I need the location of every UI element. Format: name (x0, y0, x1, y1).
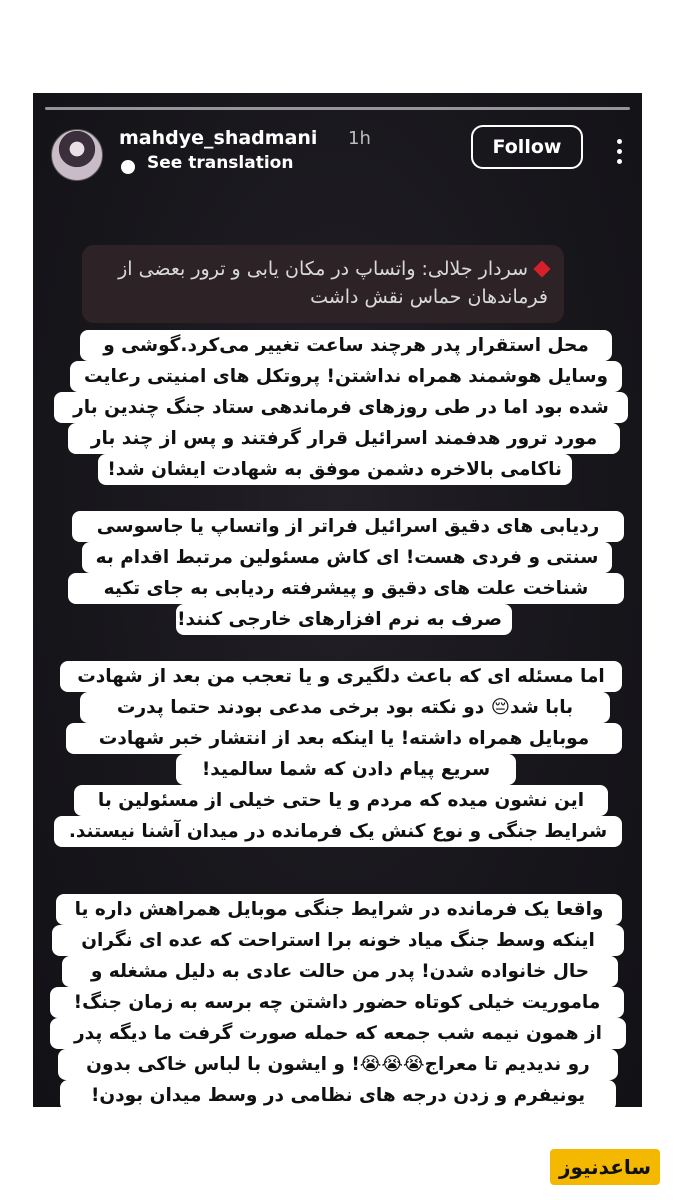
story-viewer (33, 93, 642, 1107)
text-line: ماموریت خیلی کوتاه حضور داشتن چه برسه به زمان جنگ! (50, 987, 624, 1018)
text-line: اینکه وسط جنگ میاد خونه برا استراحت که عده ای نگران (52, 925, 624, 956)
story-header (51, 129, 624, 179)
text-line: رو ندیدیم تا معراج😭😭😭! و ایشون با لباس خاکی بدون (58, 1049, 618, 1080)
text-line: از همون نیمه شب جمعه که حمله صورت گرفت ما دیگه پدر (50, 1018, 626, 1049)
follow-button[interactable]: Follow (471, 125, 583, 169)
story-progress-bar (45, 107, 630, 110)
quote-text: سردار جلالی: واتساپ در مکان یابی و ترور بعضی از فرماندهان حماس نقش داشت (118, 258, 548, 308)
more-options-icon[interactable] (617, 139, 623, 169)
text-line: مورد ترور هدفمند اسرائیل قرار گرفتند و پس از چند بار (68, 423, 620, 454)
username[interactable]: mahdye_shadmani (119, 127, 318, 149)
text-line: ناکامی بالاخره دشمن موفق به شهادت ایشان شد! (98, 454, 572, 485)
text-line: شناخت علت های دقیق و پیشرفته ردیابی به جای تکیه (68, 573, 624, 604)
text-line: ردیابی های دقیق اسرائیل فراتر از واتساپ یا جاسوسی (72, 511, 624, 542)
quoted-headline (82, 245, 564, 323)
text-line: صرف به نرم افزارهای خارجی کنند! (176, 604, 512, 635)
text-line: سنتی و فردی هست! ای کاش مسئولین مرتبط اقدام به (82, 542, 612, 573)
watermark-logo: ساعدنیوز (550, 1149, 660, 1185)
see-translation-link[interactable]: See translation (147, 153, 294, 173)
text-line: محل استقرار پدر هرچند ساعت تغییر می‌کرد.گوشی و (80, 330, 612, 361)
text-line: بابا شد😔 دو نکته بود برخی مدعی بودند حتما پدرت (80, 692, 610, 723)
post-time: 1h (348, 128, 371, 149)
red-diamond-icon (534, 261, 551, 278)
text-line: موبایل همراه داشته! یا اینکه بعد از انتشار خبر شهادت (66, 723, 622, 754)
text-line: یونیفرم و زدن درجه های نظامی در وسط میدان بودن! (60, 1080, 616, 1107)
text-line: شده بود اما در طی روزهای فرماندهی ستاد جنگ چندین بار (54, 392, 628, 423)
text-line: وسایل هوشمند همراه نداشتن! پروتکل های امنیتی رعایت (70, 361, 622, 392)
text-line: سریع پیام دادن که شما سالمید! (176, 754, 516, 785)
text-line: شرایط جنگی و نوع کنش یک فرمانده در میدان آشنا نیستند. (54, 816, 622, 847)
text-line: اما مسئله ای که باعث دلگیری و یا تعجب من بعد از شهادت (60, 661, 622, 692)
text-line: واقعا یک فرمانده در شرایط جنگی موبایل همراهش داره یا (56, 894, 622, 925)
translate-icon (121, 160, 135, 174)
text-line: حال خانواده شدن! پدر من حالت عادی به دلیل مشغله و (62, 956, 618, 987)
avatar[interactable] (51, 129, 103, 181)
text-line: این نشون میده که مردم و یا حتی خیلی از مسئولین با (74, 785, 608, 816)
